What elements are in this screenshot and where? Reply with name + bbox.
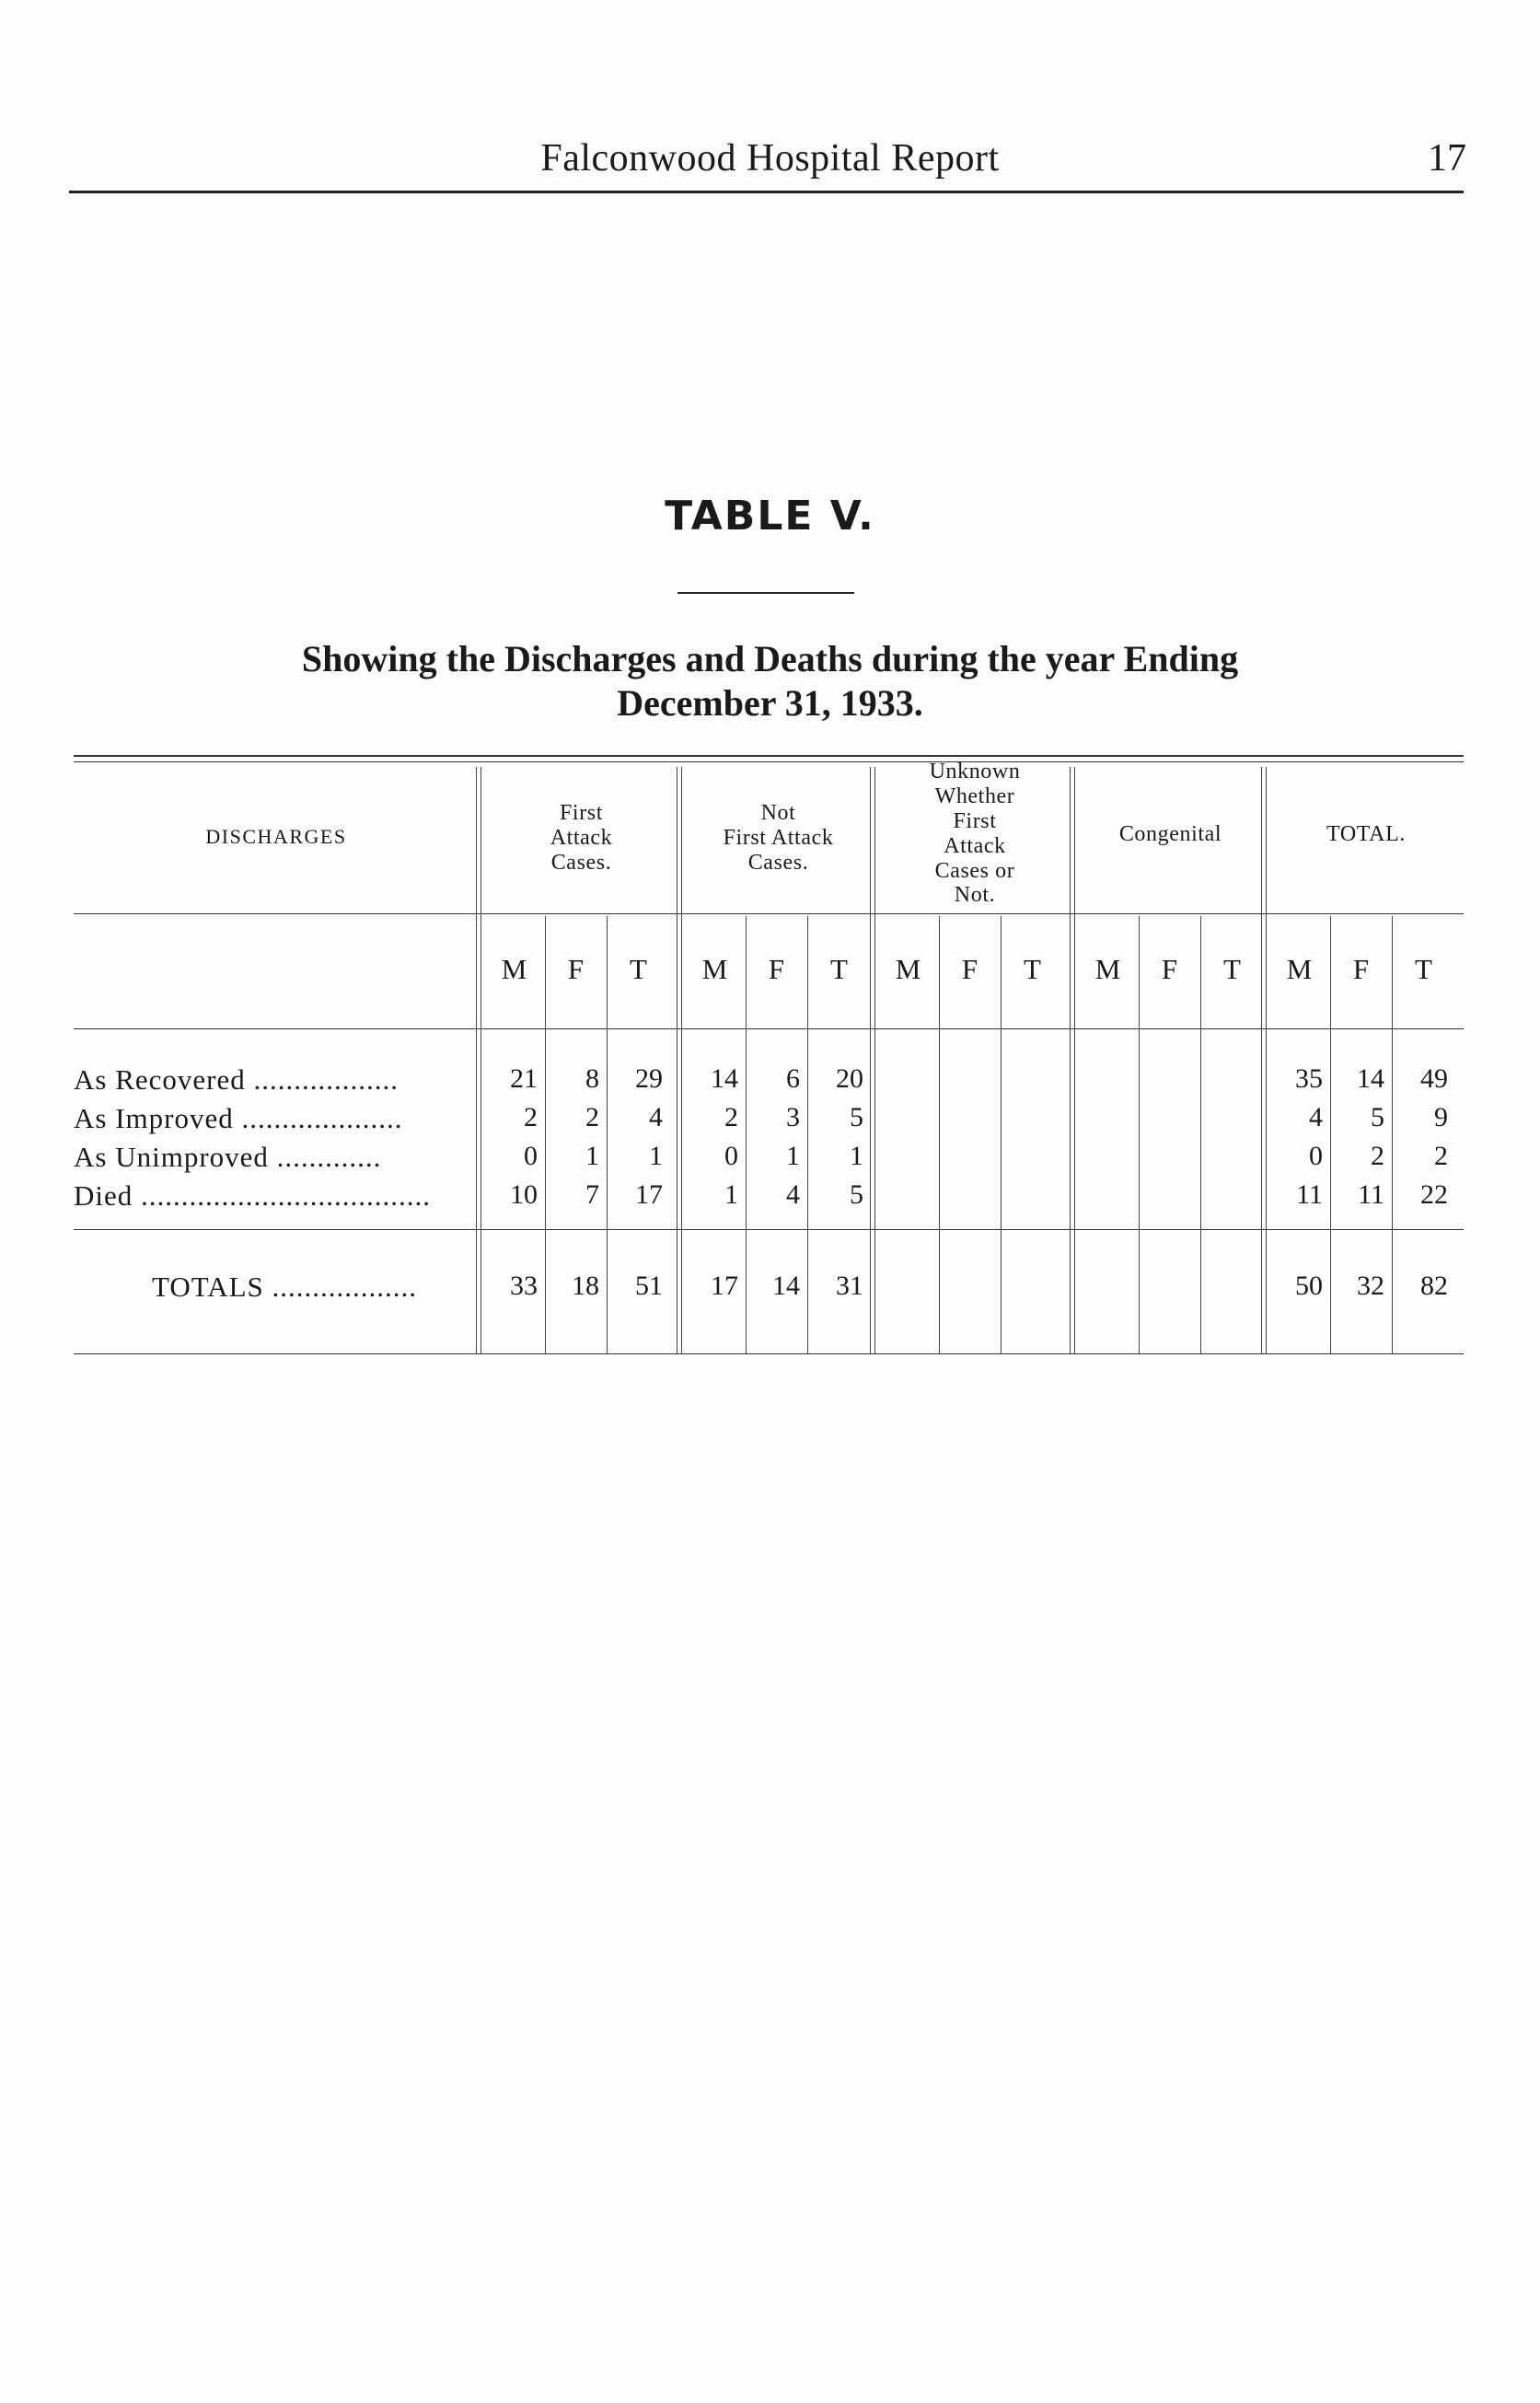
group-header-unknown-whether-first-attack-cases-or-not: Unknown Whether First Attack Cases or Not. — [929, 760, 1021, 908]
subcolumn-header-t: T — [1024, 953, 1041, 985]
table-cell: 3 — [786, 1102, 800, 1132]
table-cell: 8 — [585, 1063, 599, 1094]
subcolumn-header-m: M — [1094, 953, 1121, 985]
table-cell: 49 — [1420, 1063, 1448, 1094]
table-cell: 29 — [635, 1063, 663, 1094]
table-cell: 9 — [1434, 1102, 1448, 1132]
subcolumn-header-f: F — [1352, 953, 1370, 985]
table-cell: 14 — [711, 1063, 738, 1094]
totals-cell: 14 — [772, 1271, 800, 1301]
row-label-died: Died .................................... — [74, 1179, 432, 1212]
table-cell: 1 — [585, 1141, 599, 1171]
discharges-column-header: DISCHARGES — [205, 825, 347, 848]
subcolumn-header-t: T — [1223, 953, 1241, 985]
group-divider-3-1 — [1074, 767, 1075, 1353]
subcolumn-header-f: F — [768, 953, 785, 985]
group-header-congenital: Congenital — [1118, 822, 1222, 846]
table-cell: 22 — [1420, 1179, 1448, 1210]
table-cell: 2 — [1371, 1141, 1384, 1171]
table-cell: 4 — [1309, 1102, 1323, 1132]
totals-row-label: TOTALS .................. — [152, 1271, 418, 1303]
subcolumn-header-t: T — [830, 953, 848, 985]
table-cell: 5 — [1371, 1102, 1384, 1132]
table-cell: 2 — [1434, 1141, 1448, 1171]
table-cell: 5 — [850, 1179, 863, 1210]
group-divider-2-0 — [870, 767, 871, 1353]
row-label-as-unimproved: As Unimproved ............. — [74, 1141, 382, 1173]
table-cell: 21 — [510, 1063, 538, 1094]
table-cell: 35 — [1295, 1063, 1323, 1094]
group-divider-3-0 — [1070, 767, 1071, 1353]
table-cell: 2 — [585, 1102, 599, 1132]
table-cell: 10 — [510, 1179, 538, 1210]
table-title: TABLE V. — [665, 493, 875, 540]
table-cell: 17 — [635, 1179, 663, 1210]
table-cell: 0 — [1309, 1141, 1323, 1171]
group-header-not-first-attack-cases: Not First Attack Cases. — [723, 801, 834, 875]
row-label-as-improved: As Improved .................... — [74, 1102, 403, 1134]
group-header-first-attack-cases: First Attack Cases. — [550, 801, 613, 875]
totals-cell: 50 — [1295, 1271, 1323, 1301]
table-cell: 0 — [724, 1141, 738, 1171]
totals-cell: 31 — [836, 1271, 863, 1301]
table-cell: 0 — [524, 1141, 538, 1171]
header-separator — [74, 913, 1464, 914]
group-header-total: TOTAL. — [1326, 822, 1406, 846]
discharges-table — [74, 750, 1464, 1358]
page-number: 17 — [1428, 137, 1466, 180]
table-cell: 1 — [786, 1141, 800, 1171]
subtitle-line-1: Showing the Discharges and Deaths during the year Ending — [301, 638, 1239, 679]
subcolumn-header-f: F — [567, 953, 585, 985]
subcolumn-header-t: T — [630, 953, 647, 985]
table-cell: 6 — [786, 1063, 800, 1094]
table-cell: 2 — [724, 1102, 738, 1132]
table-cell: 7 — [585, 1179, 599, 1210]
subcolumn-header-m: M — [1286, 953, 1313, 985]
group-divider-1-1 — [681, 767, 682, 1353]
totals-cell: 17 — [711, 1271, 738, 1301]
group-divider-2-1 — [874, 767, 875, 1353]
table-top-rule — [74, 755, 1464, 757]
totals-cell: 32 — [1357, 1271, 1384, 1301]
row-label-as-recovered: As Recovered .................. — [74, 1063, 399, 1096]
table-cell: 2 — [524, 1102, 538, 1132]
table-subtitle — [0, 637, 1540, 726]
subcolumn-header-f: F — [1161, 953, 1178, 985]
title-divider — [677, 592, 854, 594]
subcolumn-header-t: T — [1415, 953, 1432, 985]
totals-cell: 82 — [1420, 1271, 1448, 1301]
group-divider-4-1 — [1266, 767, 1267, 1353]
table-top-rule-inner — [74, 761, 1464, 762]
table-cell: 1 — [649, 1141, 663, 1171]
table-cell: 1 — [850, 1141, 863, 1171]
table-cell: 14 — [1357, 1063, 1384, 1094]
running-header-title: Falconwood Hospital Report — [540, 137, 1000, 180]
subtitle-line-2: December 31, 1933. — [617, 682, 923, 724]
table-cell: 11 — [1296, 1179, 1323, 1210]
table-cell: 4 — [649, 1102, 663, 1132]
group-divider-4-0 — [1261, 767, 1262, 1353]
subheader-separator — [74, 1028, 1464, 1029]
table-cell: 4 — [786, 1179, 800, 1210]
table-cell: 11 — [1358, 1179, 1384, 1210]
table-cell: 5 — [850, 1102, 863, 1132]
header-rule — [69, 191, 1464, 193]
totals-cell: 33 — [510, 1271, 538, 1301]
totals-separator — [74, 1229, 1464, 1230]
table-cell: 20 — [836, 1063, 863, 1094]
totals-cell: 51 — [635, 1271, 663, 1301]
totals-cell: 18 — [572, 1271, 599, 1301]
subcolumn-header-f: F — [961, 953, 978, 985]
subcolumn-header-m: M — [895, 953, 921, 985]
table-bottom-rule — [74, 1353, 1464, 1354]
table-cell: 1 — [724, 1179, 738, 1210]
group-divider-0-0 — [476, 767, 477, 1353]
subcolumn-header-m: M — [701, 953, 728, 985]
subcolumn-header-m: M — [501, 953, 527, 985]
